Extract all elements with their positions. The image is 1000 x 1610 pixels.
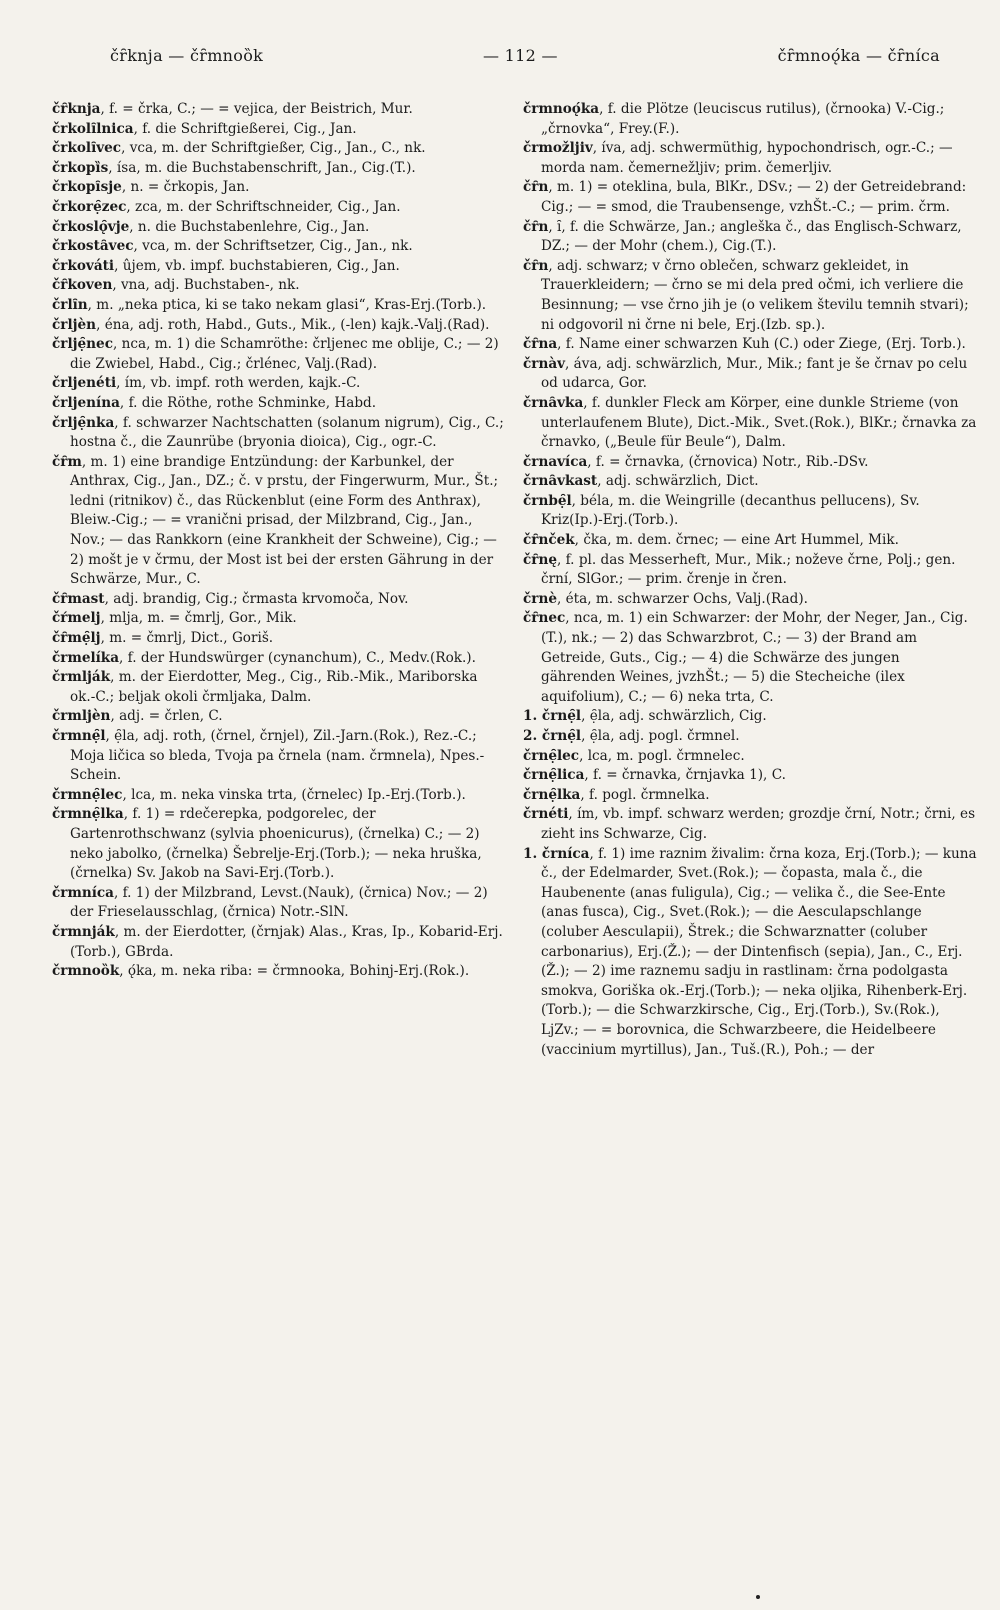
- entry-headword: črmnẹ̑l: [52, 728, 106, 744]
- entry-headword: čȓnę: [523, 551, 557, 568]
- entry-headword: črkostȃvec: [52, 238, 134, 255]
- dictionary-entry: [52, 257, 507, 277]
- entry-headword: črkopȋsje: [52, 179, 122, 196]
- dictionary-entry: [523, 551, 978, 590]
- dictionary-entry: [523, 139, 978, 178]
- entry-definition: , m. 1) = oteklina, bula, BlKr., DSv.; — 2) der Getreidebrand: Cig.; — = smod, die Traubensenge, vzhŠt.-C.; — prim. črm.: [541, 179, 967, 215]
- entry-definition: , f. die Schriftgießerei, Cig., Jan.: [133, 120, 357, 137]
- entry-headword: črkolȋvec: [52, 140, 122, 157]
- entry-definition: , zca, m. der Schriftschneider, Cig., Jan.: [126, 198, 401, 215]
- dictionary-entry: [52, 962, 507, 982]
- entry-headword: črljenína: [52, 394, 120, 411]
- dictionary-entry: [523, 805, 978, 844]
- entry-headword: črnẹ̑lec: [523, 747, 580, 764]
- entry-headword: 2. črnẹ̑l: [523, 728, 582, 744]
- dictionary-entry: [523, 355, 978, 394]
- dictionary-entry: [52, 218, 507, 238]
- entry-definition: , ẹ̑la, adj. schwärzlich, Cig.: [581, 708, 767, 725]
- dictionary-entry: [52, 335, 507, 374]
- dictionary-entry: [52, 394, 507, 414]
- entry-headword: črnȃvkast: [523, 473, 598, 490]
- entry-headword: čȓm: [52, 453, 82, 470]
- entry-headword: črkopȉs: [52, 159, 109, 176]
- dictionary-entry: [523, 178, 978, 217]
- entry-definition: , ím, vb. impf. roth werden, kajk.-C.: [116, 375, 361, 392]
- entry-definition: , n. die Buchstabenlehre, Cig., Jan.: [129, 218, 370, 235]
- entry-definition: , f. = črnavka, črnjavka 1), C.: [584, 767, 786, 784]
- entry-definition: , vca, m. der Schriftgießer, Cig., Jan., C., nk.: [121, 140, 426, 157]
- header-left: čȓknja — čȓmnoȍk: [110, 46, 264, 65]
- entry-headword: črmožljiv: [523, 140, 593, 157]
- entry-definition: , ẹ̑la, adj. pogl. črmnel.: [581, 728, 740, 744]
- dictionary-entry: [523, 100, 978, 139]
- text-columns: [52, 100, 978, 1060]
- entry-headword: čȓn: [523, 218, 549, 235]
- entry-headword: črmlják: [52, 669, 111, 686]
- entry-definition: , f. 1) der Milzbrand, Levst.(Nauk), (črnica) Nov.; — 2) der Frieselausschlag, (črnica) Notr.-SlN.: [70, 884, 488, 921]
- entry-headword: črnè: [523, 590, 557, 607]
- entry-definition: , m. 1) eine brandige Entzündung: der Karbunkel, der Anthrax, Cig., Jan., DZ.; č. v prstu, der Fingerwurm, Mur., Št.; ledni (ritnikov) č., das Rückenblut (eine Form des Anthrax), Bleiw.-Cig.; — = vranični prisad, der Milzbrand, Cig., Jan., Nov.; — das Rankkorn (eine Krankheit der Schweine), Cig.; — 2) mošt je v črmu, der Most ist bei der ersten Gährung in der Schwärze, Mur., C.: [70, 453, 499, 588]
- entry-definition: , m. „neka ptica, ki se tako nekam glasi“, Kras-Erj.(Torb.).: [87, 296, 487, 313]
- dictionary-entry: [52, 923, 507, 962]
- dictionary-entry: [52, 139, 507, 159]
- entry-headword: črmníca: [52, 884, 114, 901]
- running-header: [110, 46, 940, 65]
- left-column: [52, 100, 507, 1060]
- dictionary-entry: [52, 159, 507, 179]
- entry-definition: , f. 1) ime raznim živalim: črna koza, Erj.(Torb.); — kuna č., der Edelmarder, Svet.(Rok.); — čopasta, mala č., die Haubenente (anas fuligula), Cig.; — velika č., die See-Ente (anas fusca), Cig., Svet.(Rok.); — die Aesculapschlange (coluber Aesculapii), Štrek.; die Schwarznatter (coluber carbonarius), Erj.(Ž.); — der Dintenfisch (sepia), Jan., C., Erj.(Ž.); — 2) ime raznemu sadju in rastlinam: črna podolgasta smokva, Goriška ok.-Erj.(Torb.); — neka oljika, Rihenberk-Erj.(Torb.); — die Schwarzkirsche, Cig., Erj.(Torb.), Sv.(Rok.), LjZv.; — = borovnica, die Schwarzbeere, die Heidelbeere (vaccinium myrtillus), Jan., Tuš.(R.), Poh.; — der: [541, 845, 977, 1058]
- dictionary-entry: [52, 414, 507, 453]
- dictionary-entry: [523, 531, 978, 551]
- entry-headword: črmljèn: [52, 708, 111, 725]
- entry-definition: , vna, adj. Buchstaben-, nk.: [112, 277, 300, 294]
- dictionary-entry: [523, 472, 978, 492]
- dictionary-entry: [523, 394, 978, 453]
- entry-definition: , áva, adj. schwärzlich, Mur., Mik.; fant je še črnav po celu od udarca, Gor.: [541, 355, 968, 392]
- entry-definition: , adj. brandig, Cig.; črmasta krvomoča, Nov.: [104, 590, 409, 607]
- entry-headword: črljẹ̑nka: [52, 414, 115, 431]
- entry-headword: črljèn: [52, 316, 97, 333]
- entry-headword: čŕmelj: [52, 610, 101, 627]
- entry-definition: , n. = črkopis, Jan.: [121, 179, 250, 196]
- entry-headword: črkolȋlnica: [52, 120, 134, 137]
- entry-definition: , mlja, m. = čmrlj, Gor., Mik.: [100, 610, 297, 627]
- entry-definition: , f. pogl. črmnelka.: [580, 786, 710, 803]
- dictionary-entry: [523, 766, 978, 786]
- dictionary-entry: [52, 884, 507, 923]
- entry-definition: , lca, m. pogl. črmnelec.: [579, 747, 745, 764]
- entry-headword: črkoslǫ̑vje: [52, 218, 130, 235]
- dictionary-entry: [52, 453, 507, 590]
- entry-headword: črnẹ̑lica: [523, 767, 585, 784]
- entry-definition: , f. 1) = rdečerepka, podgorelec, der Gartenrothschwanz (sylvia phoenicurus), (črnelka) C.; — 2) neko jabolko, (črnelka) Šebrelje-Erj.(Torb.); — neka hruška, (črnelka) Sv. Jakob na Savi-Erj.(Torb.).: [70, 806, 482, 882]
- entry-definition: , f. = črka, C.; — = vejica, der Beistrich, Mur.: [100, 101, 413, 117]
- dictionary-entry: [523, 335, 978, 355]
- dictionary-entry: [523, 218, 978, 257]
- right-column: [523, 100, 978, 1060]
- entry-definition: , lca, m. neka vinska trta, (črnelec) Ip.-Erj.(Torb.).: [122, 786, 466, 803]
- entry-headword: črnẹ̑lka: [523, 786, 581, 803]
- header-right: čȓmnoǫ́ka — čȓníca: [777, 46, 940, 65]
- entry-headword: čȓkoven: [52, 277, 113, 294]
- entry-headword: čȓnec: [523, 610, 566, 627]
- entry-definition: , béla, m. die Weingrille (decanthus pellucens), Sv. Kriz(Ip.)-Erj.(Torb.).: [541, 492, 920, 529]
- dictionary-entry: [523, 747, 978, 767]
- dictionary-entry: [52, 649, 507, 669]
- entry-definition: , ȋ, f. die Schwärze, Jan.; angleška č., das Englisch-Schwarz, DZ.; — der Mohr (chem.), Cig.(T.).: [541, 218, 962, 255]
- dictionary-entry: [52, 590, 507, 610]
- entry-definition: , ím, vb. impf. schwarz werden; grozdje črní, Notr.; črni, es zieht ins Schwarze, Cig.: [541, 806, 976, 842]
- entry-definition: , adj. = črlen, C.: [110, 708, 223, 725]
- entry-headword: 1. črnẹ̑l: [523, 708, 582, 725]
- dictionary-entry: [52, 727, 507, 786]
- dictionary-entry: [52, 198, 507, 218]
- entry-headword: črnbẹ̑l: [523, 492, 572, 509]
- entry-definition: , ísa, m. die Buchstabenschrift, Jan., Cig.(T.).: [108, 159, 416, 176]
- dictionary-entry: [523, 609, 978, 707]
- entry-definition: , éta, m. schwarzer Ochs, Valj.(Rad).: [556, 590, 808, 607]
- entry-headword: črmelíka: [52, 649, 120, 666]
- dictionary-entry: [52, 805, 507, 883]
- entry-definition: , f. Name einer schwarzen Kuh (C.) oder Ziege, (Erj. Torb.).: [557, 336, 966, 353]
- dictionary-entry: [52, 629, 507, 649]
- entry-definition: , ûjem, vb. impf. buchstabieren, Cig., Jan.: [114, 257, 400, 274]
- entry-definition: , nca, m. 1) ein Schwarzer: der Mohr, der Neger, Jan., Cig.(T.), nk.; — 2) das Schwarzbrot, C.; — 3) der Brand am Getreide, Guts., Cig.; — 4) die Schwärze des jungen gährenden Weines, jvzhŠt.; — 5) die Stecheiche (ilex aquifolium), C.; — 6) neka trta, C.: [541, 610, 968, 705]
- page-mark-dot: [756, 1595, 760, 1599]
- entry-headword: čȓknja: [52, 101, 101, 117]
- entry-definition: , m. der Eierdotter, Meg., Cig., Rib.-Mik., Mariborska ok.-C.; beljak okoli črmljaka, Dalm.: [70, 669, 478, 705]
- entry-definition: , f. schwarzer Nachtschatten (solanum nigrum), Cig., C.; hostna č., die Zaunrübe (bryonia dioica), Cig., ogr.-C.: [70, 414, 504, 451]
- dictionary-entry: [52, 100, 507, 120]
- entry-headword: čȓna: [523, 336, 558, 353]
- entry-headword: čȓn: [523, 179, 549, 196]
- entry-definition: , f. = črnavka, (črnovica) Notr., Rib.-DSv.: [587, 453, 869, 470]
- dictionary-entry: [52, 609, 507, 629]
- dictionary-entry: [523, 492, 978, 531]
- dictionary-entry: [523, 707, 978, 727]
- dictionary-entry: [52, 316, 507, 336]
- entry-headword: črljenéti: [52, 375, 117, 392]
- dictionary-entry: [523, 257, 978, 335]
- entry-definition: , ǫ́ka, m. neka riba: = črmnooka, Bohinj-Erj.(Rok.).: [119, 963, 470, 980]
- entry-headword: črmnẹ̑lka: [52, 806, 124, 823]
- entry-definition: , éna, adj. roth, Habd., Guts., Mik., (-len) kajk.-Valj.(Rad).: [96, 316, 490, 333]
- dictionary-entry: [523, 786, 978, 806]
- entry-headword: črmnoȍk: [52, 963, 120, 980]
- entry-headword: črnéti: [523, 806, 569, 823]
- entry-headword: 1. črníca: [523, 845, 590, 862]
- entry-headword: čȓnček: [523, 532, 575, 549]
- entry-headword: črlȋn: [52, 296, 88, 313]
- dictionary-entry: [52, 668, 507, 707]
- dictionary-entry: [52, 276, 507, 296]
- entry-headword: čȓmast: [52, 590, 105, 607]
- dictionary-entry: [52, 237, 507, 257]
- entry-definition: , vca, m. der Schriftsetzer, Cig., Jan., nk.: [133, 238, 413, 255]
- entry-headword: črkováti: [52, 257, 115, 274]
- entry-definition: , f. pl. das Messerheft, Mur., Mik.; noževe črne, Polj.; gen. črní, SlGor.; — prim. črenje in čren.: [541, 551, 956, 588]
- dictionary-entry: [523, 727, 978, 747]
- page-number: — 112 —: [482, 46, 558, 65]
- entry-definition: , ẹ̑la, adj. roth, (črnel, črnjel), Zil.-Jarn.(Rok.), Rez.-C.; Moja ličica so bleda, Tvoja pa črnela (nam. črmnela), Npes.-Schein.: [70, 728, 485, 784]
- dictionary-entry: [52, 296, 507, 316]
- entry-definition: , f. die Plötze (leuciscus rutilus), (črnooka) V.-Cig.; „črnovka“, Frey.(F.).: [541, 101, 945, 137]
- entry-headword: črmnoǫ́ka: [523, 101, 600, 117]
- entry-definition: , íva, adj. schwermüthig, hypochondrisch, ogr.-C.; — morda nam. čemernežljiv; prim. čemerljiv.: [541, 140, 953, 176]
- entry-headword: črnavíca: [523, 453, 588, 470]
- entry-definition: , f. dunkler Fleck am Körper, eine dunkle Strieme (von unterlaufenem Blute), Dict.-Mik., Svet.(Rok.), BlKr.; črnavka za črnavko, („Beule für Beule“), Dalm.: [541, 394, 977, 451]
- entry-headword: črkorẹ̑zec: [52, 198, 127, 215]
- entry-headword: črljẹ̑nec: [52, 336, 113, 353]
- entry-headword: črmnẹ̑lec: [52, 786, 123, 803]
- dictionary-entry: [52, 786, 507, 806]
- entry-headword: črmnják: [52, 923, 115, 940]
- entry-headword: čȓn: [523, 257, 549, 274]
- entry-headword: črnȃvka: [523, 394, 584, 411]
- entry-definition: , adj. schwarz; v črno oblečen, schwarz gekleidet, in Trauerkleidern; — črno se mi dela pred očmi, ich verliere die Besinnung; — vse črno jih je (o velikem številu temnih stvari); ni odgovoril ni črne ni bele, Erj.(Izb. sp.).: [541, 257, 969, 333]
- dictionary-entry: [52, 707, 507, 727]
- dictionary-entry: [52, 374, 507, 394]
- entry-definition: , f. die Röthe, rothe Schminke, Habd.: [119, 394, 377, 411]
- entry-headword: črnàv: [523, 355, 566, 372]
- dictionary-entry: [523, 845, 978, 1061]
- entry-definition: , nca, m. 1) die Schamröthe: črljenec me oblije, C.; — 2) die Zwiebel, Habd., Cig.; črlénec, Valj.(Rad).: [70, 336, 499, 372]
- dictionary-entry: [523, 453, 978, 473]
- entry-headword: čȓmẹ̑lj: [52, 630, 101, 647]
- entry-definition: , f. der Hundswürger (cynanchum), C., Medv.(Rok.).: [119, 649, 476, 666]
- dictionary-entry: [523, 590, 978, 610]
- entry-definition: , čka, m. dem. črnec; — eine Art Hummel, Mik.: [574, 532, 899, 549]
- entry-definition: , m. = čmrlj, Dict., Goriš.: [100, 630, 274, 647]
- dictionary-entry: [52, 178, 507, 198]
- dictionary-entry: [52, 120, 507, 140]
- entry-definition: , m. der Eierdotter, (črnjak) Alas., Kras, Ip., Kobarid-Erj.(Torb.), GBrda.: [70, 923, 503, 960]
- entry-definition: , adj. schwärzlich, Dict.: [597, 473, 759, 490]
